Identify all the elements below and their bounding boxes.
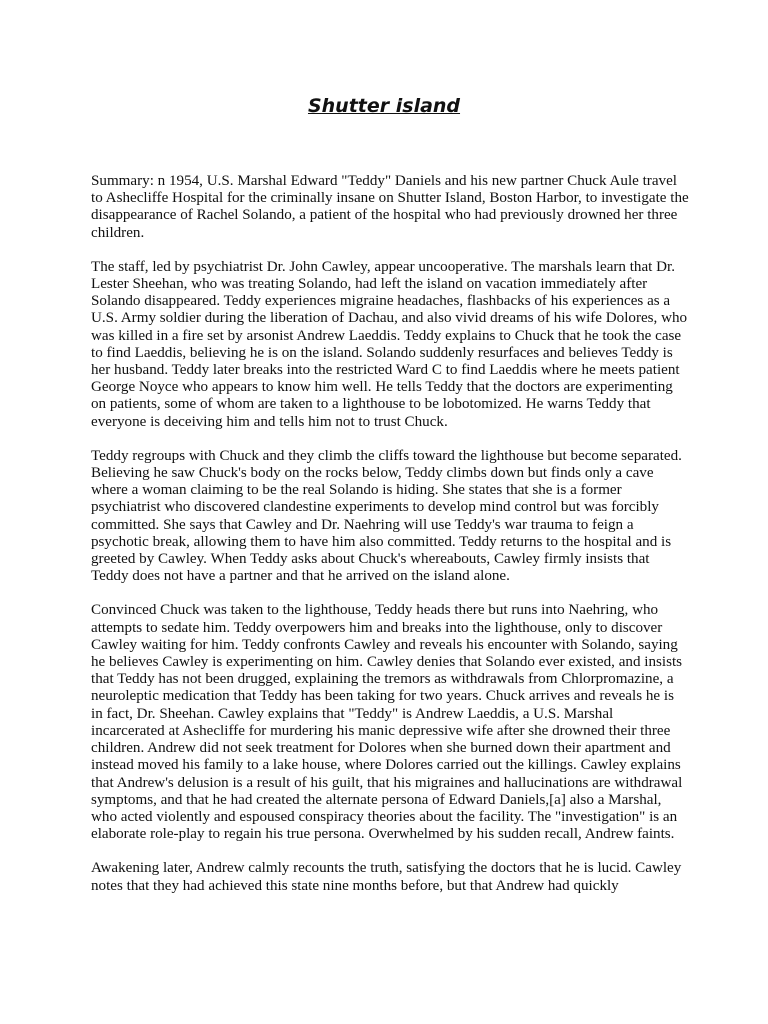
document-body <box>91 173 689 912</box>
paragraph-cliffs: Teddy regroups with Chuck and they climb the cliffs toward the lighthouse but become separated. Believing he saw Chuck's body on the rocks below, Teddy climbs down but finds only a cave where a woman claiming to be the real Solando is hiding. She states that she is a former psychiatrist who discovered clandestine experiments to develop mind control but was forcibly committed. She says that Cawley and Dr. Naehring will use Teddy's war trauma to feign a psychotic break, allowing them to have him also committed. Teddy returns to the hospital and is greeted by Cawley. When Teddy asks about Chuck's whereabouts, Cawley firmly insists that Teddy does not have a partner and that he arrived on the island alone. <box>91 447 682 585</box>
paragraph-summary: Summary: n 1954, U.S. Marshal Edward "Teddy" Daniels and his new partner Chuck Aule travel to Ashecliffe Hospital for the criminally insane on Shutter Island, Boston Harbor, to investigate the disappearance of Rachel Solando, a patient of the hospital who had previously drowned her three children. <box>91 173 689 241</box>
paragraph-staff: The staff, led by psychiatrist Dr. John Cawley, appear uncooperative. The marshals learn that Dr. Lester Sheehan, who was treating Solando, had left the island on vacation immediately after Solando disappeared. Teddy experiences migraine headaches, flashbacks of his experiences as a U.S. Army soldier during the liberation of Dachau, and also vivid dreams of his wife Dolores, who was killed in a fire set by arsonist Andrew Laeddis. Teddy explains to Chuck that he took the case to find Laeddis, believing he is on the island. Solando suddenly resurfaces and believes Teddy is her husband. Teddy later breaks into the restricted Ward C to find Laeddis where he meets patient George Noyce who appears to know him well. He tells Teddy that the doctors are experimenting on patients, some of whom are taken to a lighthouse to be lobotomized. He warns Teddy that everyone is deceiving him and tells him not to trust Chuck. <box>91 258 688 430</box>
document-title: Shutter island <box>307 95 461 117</box>
paragraph-lighthouse: Convinced Chuck was taken to the lighthouse, Teddy heads there but runs into Naehring, who attempts to sedate him. Teddy overpowers him and breaks into the lighthouse, only to discover Cawley waiting for him. Teddy confronts Cawley and reveals his encounter with Solando, saying he believes Cawley is experimenting on him. Cawley denies that Solando ever existed, and insists that Teddy has not been drugged, explaining the tremors as withdrawals from Chlorpromazine, a neuroleptic medication that Teddy has been taking for two years. Chuck arrives and reveals he is in fact, Dr. Sheehan. Cawley explains that "Teddy" is Andrew Laeddis, a U.S. Marshal incarcerated at Ashecliffe for murdering his manic depressive wife after she drowned their three children. Andrew did not seek treatment for Dolores when she burned down their apartment and instead moved his family to a lake house, where Dolores carried out the killings. Cawley explains that Andrew's delusion is a result of his guilt, that his migraines and hallucinations are withdrawal symptoms, and that he had created the alternate persona of Edward Daniels,[a] also a Marshal, who acted violently and espoused conspiracy theories about the facility. The "investigation" is an elaborate role-play to regain his true persona. Overwhelmed by his sudden recall, Andrew faints. <box>91 602 683 843</box>
paragraph-awakening: Awakening later, Andrew calmly recounts the truth, satisfying the doctors that he is lucid. Cawley notes that they had achieved this state nine months before, but that Andrew had quickly <box>91 860 682 894</box>
